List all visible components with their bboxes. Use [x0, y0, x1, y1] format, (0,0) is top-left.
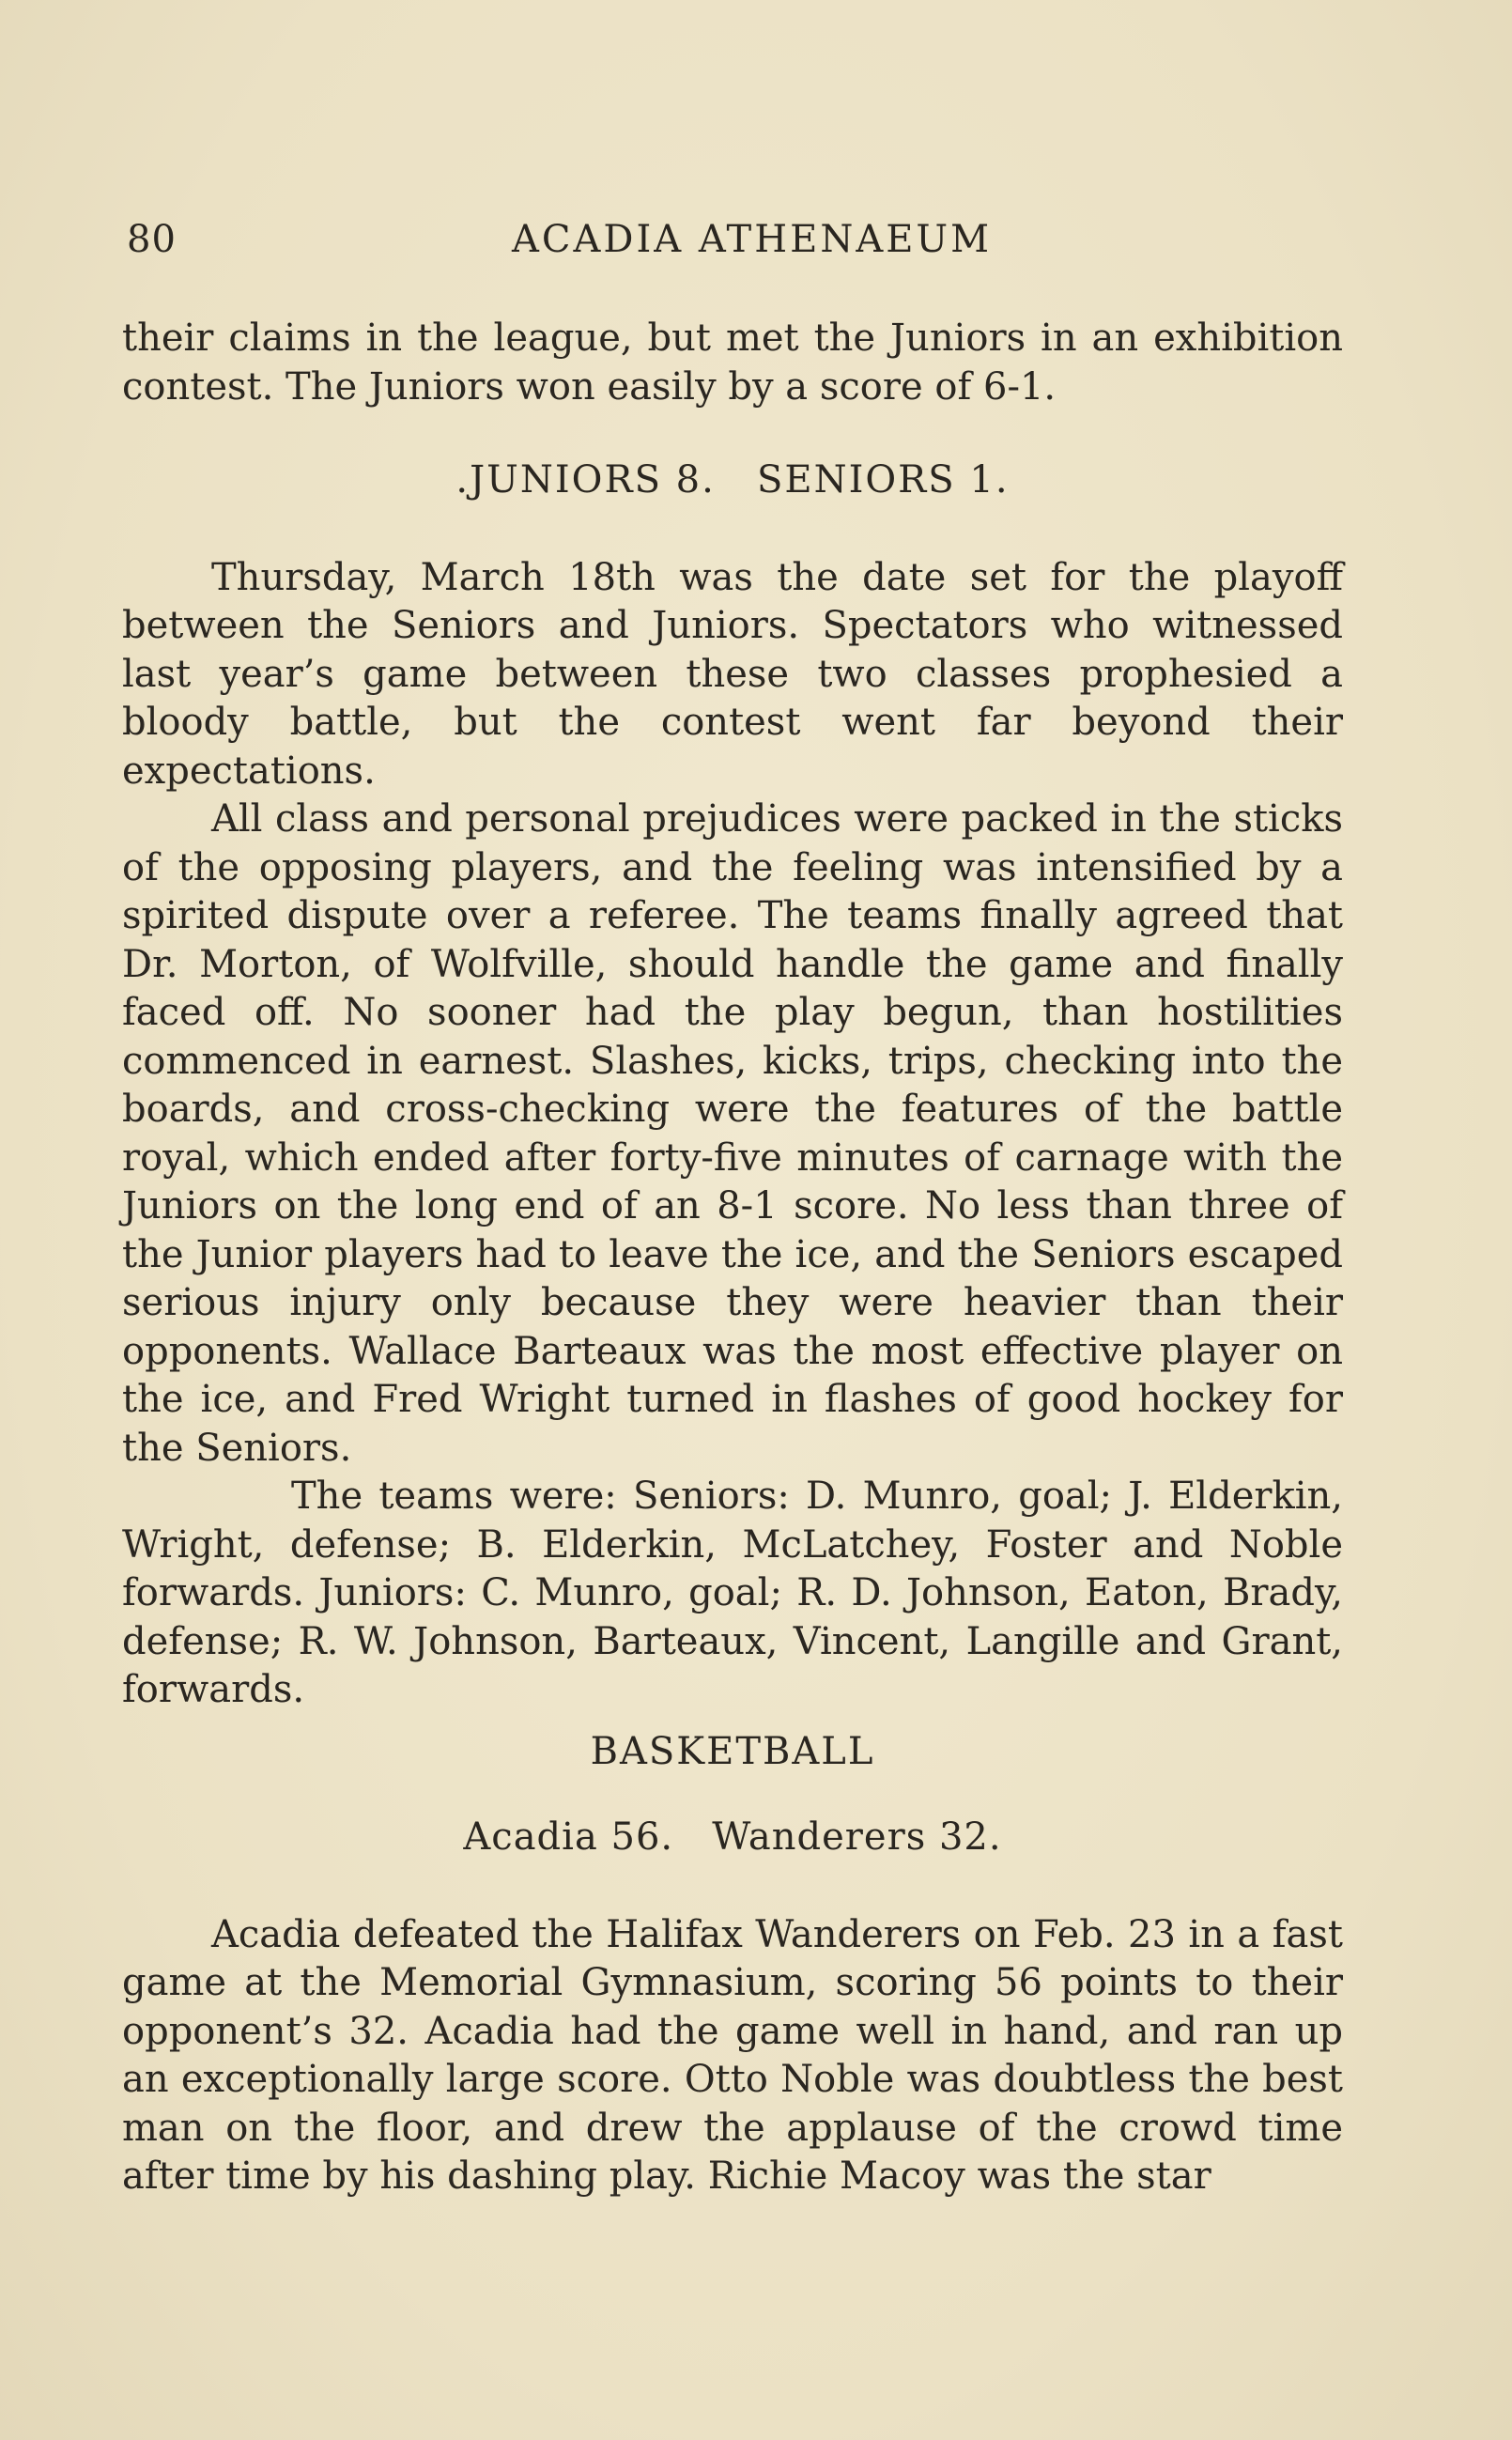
section-heading-basketball: BASKETBALL	[590, 1729, 875, 1773]
page-body	[122, 315, 1343, 2201]
paragraph-teams: The teams were: Seniors: D. Munro, goal; J. Elderkin, Wright, defense; B. Elderkin, McLatchey, Foster and Noble forwards. Juniors: C. Munro, goal; R. D. Johnson, Eaton, Brady, defense; R. W. Johnson, Barteaux, Vincent, Langille and Grant, forwards.	[122, 1475, 1343, 1711]
paragraph-prejudices: All class and personal prejudices were packed in the sticks of the opposing players, and the feeling was intensified by a spirited dispute over a referee. The teams finally agreed that Dr. Morton, of Wolfville, should handle the game and finally faced off. No sooner had the play begun, than hostilities commenced in earnest. Slashes, kicks, trips, checking into the boards, and cross-checking were the features of the battle royal, which ended after forty-five minutes of carnage with the Juniors on the long end of an 8-1 score. No less than three of the Junior players had to leave the ice, and the Seniors escaped serious injury only because they were heavier than their opponents. Wallace Barteaux was the most effective player on the ice, and Fred Wright turned in flashes of good hockey for the Seniors.	[122, 797, 1343, 1470]
paragraph-thursday: Thursday, March 18th was the date set for the playoff between the Seniors and Juniors. Spectators who witnessed last year’s game between these two classes prophesied a bloody battle, but the contest went far beyond their expectations.	[122, 555, 1343, 793]
section-heading-acadia-wanderers: Acadia 56. Wanderers 32.	[463, 1815, 1002, 1859]
page-header	[127, 218, 1343, 274]
paragraph-acadia: Acadia defeated the Halifax Wanderers on Feb. 23 in a fast game at the Memorial Gymnasium, scoring 56 points to their opponent’s 32. Acadia had the game well in hand, and ran up an exceptionally large score. Otto Noble was doubtless the best man on the floor, and drew the applause of the crowd time after time by his dashing play. Richie Macoy was the star	[122, 1912, 1343, 2198]
paragraph-continuation: their claims in the league, but met the Juniors in an exhibition contest. The Juniors won easily by a score of 6-1.	[122, 317, 1343, 409]
page-number: 80	[127, 218, 177, 261]
running-title: ACADIA ATHENAEUM	[512, 218, 993, 261]
section-heading-juniors-seniors: .JUNIORS 8. SENIORS 1.	[455, 458, 1010, 502]
